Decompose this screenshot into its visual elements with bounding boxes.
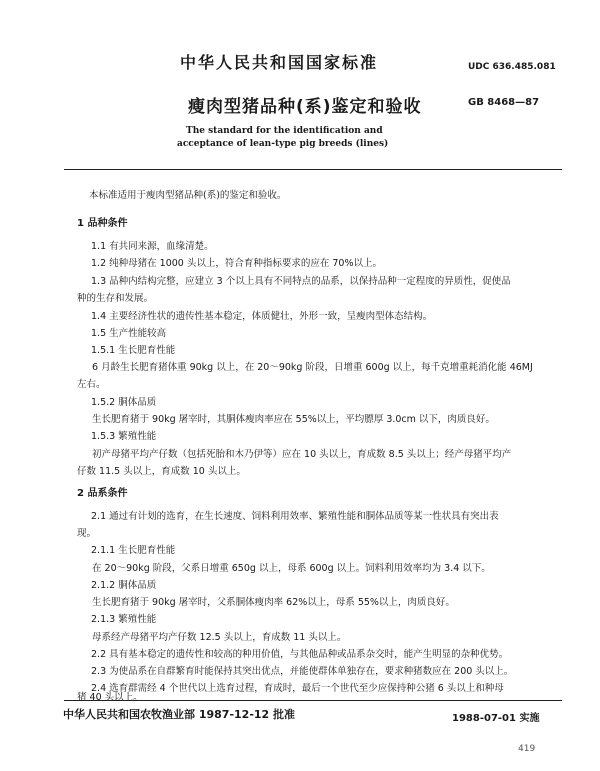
clause-2-1-2-line-1: 生长肥育猪于 90kg 屠宰时，父系胴体瘦肉率 62%以上，母系 55%以上，肉质良好。 [92, 597, 455, 608]
clause-2-2: 2.2 具有基本稳定的遗传性和较高的种用价值，与其他品种或品系杂交时，能产生明显的杂种优势。 [91, 649, 509, 660]
clause-2-4-line-1: 2.4 选育群需经 4 个世代以上选育过程，育成时，最后一个世代至少应保持种公猪 6 头以上和种母 [91, 683, 504, 694]
clause-1-1: 1.1 有共同来源，血缘清楚。 [91, 241, 214, 252]
udc-code: UDC 636.485.081 [468, 62, 556, 72]
english-title-line-2: acceptance of lean-type pig breeds (lines) [177, 139, 389, 149]
clause-1-4: 1.4 主要经济性状的遗传性基本稳定，体质健壮，外形一致，呈瘦肉型体态结构。 [91, 311, 433, 322]
clause-2-1-line-1: 2.1 通过有计划的选育，在生长速度、饲料利用效率、繁殖性能和胴体品质等某一性状具有突出表 [91, 511, 499, 522]
effective-date: 1988-07-01 实施 [452, 713, 540, 724]
clause-2-1-line-2: 现。 [77, 528, 97, 539]
intro-paragraph: 本标准适用于瘦肉型猪品种(系)的鉴定和验收。 [89, 190, 287, 201]
header-divider [64, 169, 562, 170]
clause-1-5-3-line-1: 初产母猪平均产仔数（包括死胎和木乃伊等）应在 10 头以上，育成数 8.5 头以上；经产母猪平均产 [92, 449, 512, 460]
clause-1-3-line-1: 1.3 品种内结构完整，应建立 3 个以上具有不同特点的品系，以保持品种一定程度的异质性，促使品 [91, 276, 511, 287]
clause-1-5-2-line-1: 生长肥育猪于 90kg 屠宰时，其胴体瘦肉率应在 55%以上，平均膘厚 3.0cm 以下，肉质良好。 [92, 414, 495, 425]
clause-1-5-1-line-1: 6 月龄生长肥育猪体重 90kg 以上，在 20～90kg 阶段，日增重 600g 以上，每千克增重耗消化能 46MJ [92, 362, 533, 373]
clause-1-5-1: 1.5.1 生长肥育性能 [91, 345, 176, 356]
footer-divider [64, 700, 562, 701]
page-number: 419 [518, 744, 536, 754]
gb-code: GB 8468—87 [468, 97, 540, 108]
section-1-heading: 1 品种条件 [77, 218, 128, 229]
clause-2-3: 2.3 为使品系在自群繁育时能保持其突出优点，并能使群体单独存在，要求种猪数应在 200 头以上。 [91, 666, 514, 677]
clause-1-5: 1.5 生产性能较高 [91, 328, 167, 339]
clause-1-5-1-line-2: 左右。 [77, 379, 106, 390]
english-title-line-1: The standard for the identification and [186, 126, 383, 136]
clause-2-1-1: 2.1.1 生长肥育性能 [91, 545, 176, 556]
clause-2-1-1-line-1: 在 20～90kg 阶段，父系日增重 650g 以上，母系 600g 以上。饲料利用效率均为 3.4 以下。 [92, 563, 491, 574]
document-title: 瘦肉型猪品种(系)鉴定和验收 [188, 97, 422, 117]
clause-1-2: 1.2 纯种母猪在 1000 头以上，符合育种指标要求的应在 70%以上。 [91, 258, 382, 269]
clause-1-5-2: 1.5.2 胴体品质 [91, 397, 157, 408]
approval-line: 中华人民共和国农牧渔业部 1987-12-12 批准 [63, 708, 296, 721]
clause-2-1-2: 2.1.2 胴体品质 [91, 580, 157, 591]
section-2-heading: 2 品系条件 [77, 488, 128, 499]
clause-1-5-3-line-2: 仔数 11.5 头以上，育成数 10 头以上。 [77, 466, 246, 477]
clause-1-3-line-2: 种的生存和发展。 [77, 293, 154, 304]
clause-2-4-line-2: 猪 40 头以上。 [77, 692, 143, 703]
clause-2-1-3: 2.1.3 繁殖性能 [91, 614, 157, 625]
national-standard-title: 中华人民共和国国家标准 [180, 53, 379, 72]
clause-2-1-3-line-1: 母系经产母猪平均产仔数 12.5 头以上，育成数 11 头以上。 [92, 632, 347, 643]
clause-1-5-3: 1.5.3 繁殖性能 [91, 431, 157, 442]
